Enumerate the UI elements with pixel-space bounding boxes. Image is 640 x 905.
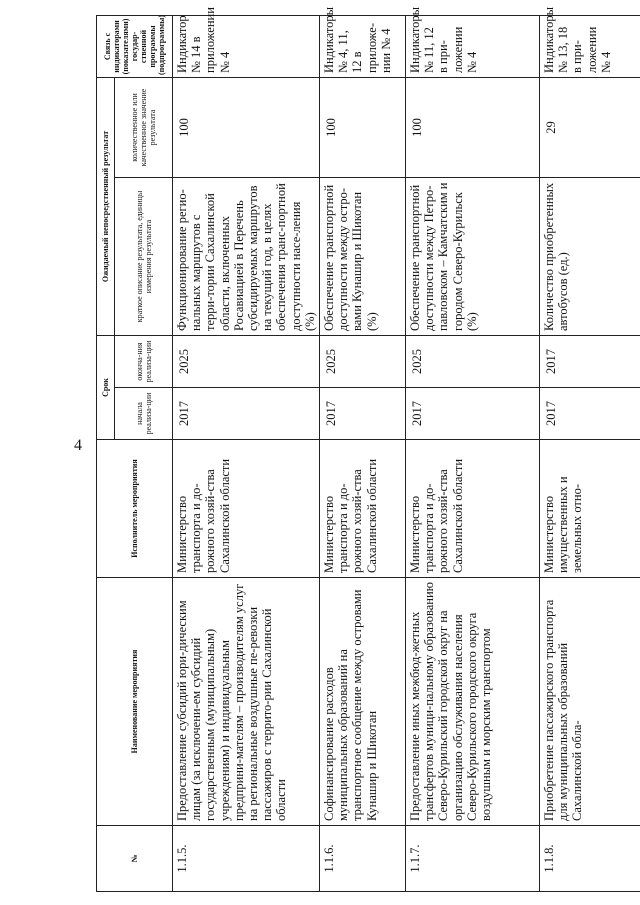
row-name: Приобретение пассажирского транспорта для муниципальных образований Сахалинской обла- (540, 578, 640, 826)
header-term: Срок (97, 336, 115, 440)
row-end: 2025 (320, 336, 406, 388)
header-link: Связь с индикаторами (показателями) государ-ственной программы (подпрограммы) (97, 16, 173, 78)
table-row (320, 16, 406, 892)
row-executor: Министерство транспорта и до-рожного хозяй-ства Сахалинской области (320, 440, 406, 578)
row-name: Предоставление субсидий юри-дическим лицам (за исключени-ем субсидий государственным (муниципальным) учреждениям) и индивидуальным предприни-мателям – производителям услуг на региональные воздушные пе-ревозки пассажиров с террито-рии Сахалинской области (173, 578, 320, 826)
row-result-desc: Количество приобретенных автобусов (ед.) (540, 178, 640, 336)
table-row (540, 16, 640, 892)
row-end: 2017 (540, 336, 640, 388)
row-start: 2017 (320, 388, 406, 440)
row-start: 2017 (173, 388, 320, 440)
row-result-desc: Обеспечение транспортной доступности между Петро-павловском – Камчатским и городом Северо-Курильск (%) (406, 178, 540, 336)
row-result-value: 29 (540, 78, 640, 178)
row-link: Индикаторы № 4, 11, 12 в приложе-нии № 4 (320, 16, 406, 78)
header-executor: Исполнитель мероприятия (97, 440, 173, 578)
row-name: Софинансирование расходов муниципальных образований на транспортное сообщение между островами Кунашир и Шикотан (320, 578, 406, 826)
row-num: 1.1.7. (406, 826, 540, 892)
table-row (173, 16, 320, 892)
header-term-start: начала реализа-ции (115, 388, 173, 440)
row-executor: Министерство транспорта и до-рожного хозяй-ства Сахалинской области (173, 440, 320, 578)
row-link: Индикаторы № 13, 18 в при-ложении № 4 (540, 16, 640, 78)
header-result-desc: краткое описание результата, единицы измерения результата (115, 178, 173, 336)
row-num: 1.1.6. (320, 826, 406, 892)
row-executor: Министерство транспорта и до-рожного хозяй-ства Сахалинской области (406, 440, 540, 578)
rotated-table-container (96, 6, 640, 892)
row-end: 2025 (173, 336, 320, 388)
header-result-value: количественное или качественное значение результата (115, 78, 173, 178)
header-name: Наименование мероприятия (97, 578, 173, 826)
row-result-value: 100 (406, 78, 540, 178)
row-end: 2025 (406, 336, 540, 388)
header-term-end: оконча-ния реализа-ции (115, 336, 173, 388)
row-link: Индикаторы № 11, 12 в при-ложении № 4 (406, 16, 540, 78)
row-num: 1.1.8. (540, 826, 640, 892)
header-result: Ожидаемый непосредственный результат (97, 78, 115, 336)
row-executor: Министерство имущественных и земельных отно- (540, 440, 640, 578)
row-result-desc: Обеспечение транспортной доступности между остро-вами Кунашир и Шикотан (%) (320, 178, 406, 336)
row-num: 1.1.5. (173, 826, 320, 892)
row-result-desc: Функционирование регио-нальных маршрутов с терри-тории Сахалинской области, включенных Росавиацией в Перечень субсидируемых маршрутов на текущий год, в целях обеспечения транс-портной доступности насе-ления (%) (173, 178, 320, 336)
table-row (406, 16, 540, 892)
page-number: 4 (74, 437, 82, 454)
row-start: 2017 (406, 388, 540, 440)
row-name: Предоставление иных межбюд-жетных трансфертов муници-пальному образованию Северо-Курильский городской округ на организацию обслуживания населения Северо-Курильского городского округа воздушным и морским транспортом (406, 578, 540, 826)
header-num: № (97, 826, 173, 892)
row-start: 2017 (540, 388, 640, 440)
row-link: Индикатор № 14 в приложении № 4 (173, 16, 320, 78)
row-result-value: 100 (320, 78, 406, 178)
row-result-value: 100 (173, 78, 320, 178)
measures-table (96, 6, 640, 892)
